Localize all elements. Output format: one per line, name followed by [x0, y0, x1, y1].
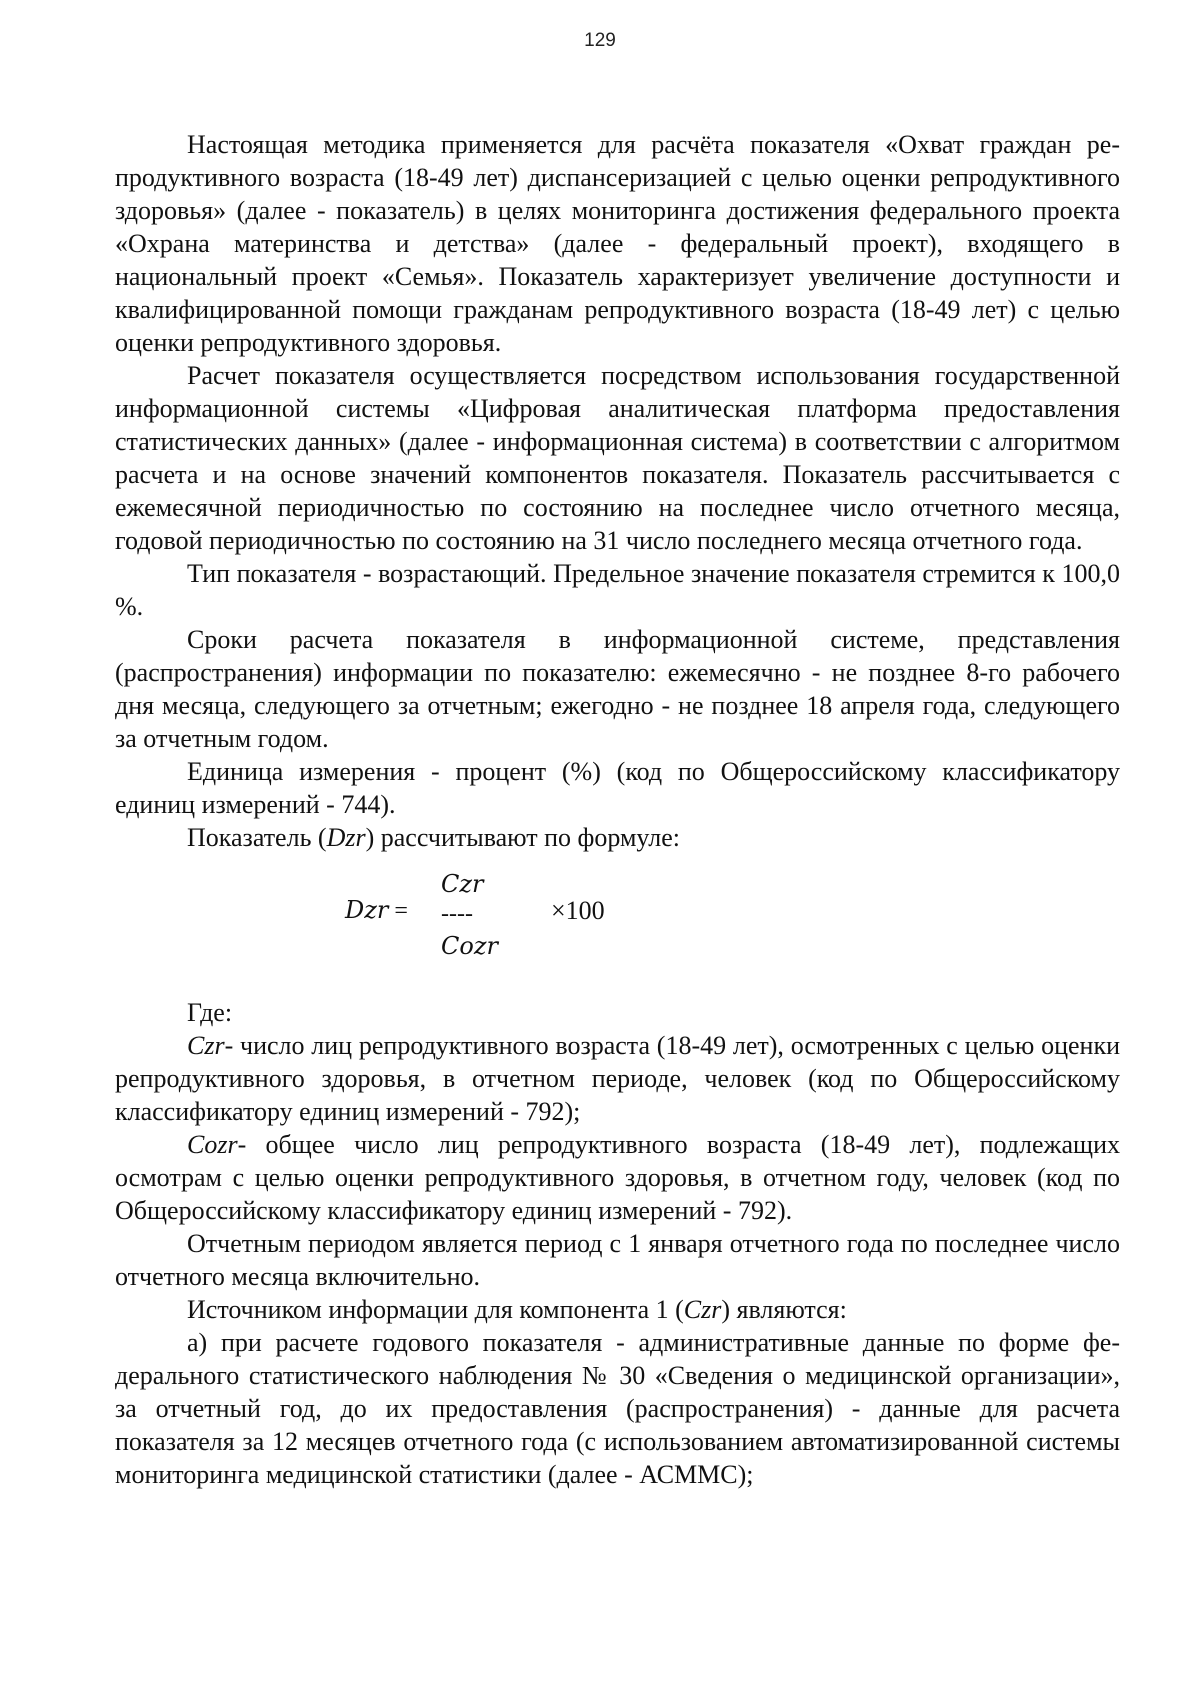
formula-intro-after: ) рассчитывают по формуле:: [365, 823, 681, 852]
paragraph-where: Где:: [187, 998, 233, 1027]
paragraph-methodology-scope: Настоящая методика применяется для расчёта показателя «Охват граждан репродуктивного возраста (18-49 лет) диспансеризацией с целью оценки репродуктивного здоровья» (далее - показатель) в целях мониторинга достижения федерального проекта «Охрана материнства и детства» (далее - федеральный проект), входящего в национальный проект «Семья». Показатель характеризует увеличение доступности и квалифицированной помощи гражданам репродуктивного возраста (18-49 лет) с целью оценки репродуктивного здоровья.: [115, 130, 1120, 357]
formula-intro-variable: Dzr: [326, 823, 366, 852]
source-intro-after: ) являются:: [721, 1295, 847, 1324]
paragraph-source-a: а) при расчете годового показателя - административные данные по форме федерального статистического наблюдения № 30 «Сведения о медицинской организации», за отчетный год, до их предоставления (распространения) - данные для расчета показателя за 12 месяцев отчетного года (с использованием автоматизированной системы мониторинга медицинской статистики (далее - АСММС);: [115, 1328, 1120, 1489]
paragraph-reporting-period: Отчетным периодом является период с 1 января отчетного года по последнее число отчетного месяца включительно.: [115, 1229, 1120, 1291]
formula-numerator: Czr: [441, 870, 484, 898]
source-intro-variable: Czr: [683, 1295, 722, 1324]
definition-czr: [115, 1029, 1120, 1128]
paragraph-indicator-type: Тип показателя - возрастающий. Предельное значение показателя стремится к 100,0 %.: [115, 559, 1120, 621]
formula-equals: =: [394, 898, 408, 924]
paragraph-unit: Единица измерения - процент (%) (код по Общероссийскому классификатору единиц измерений - 744).: [115, 757, 1120, 819]
paragraph-deadlines: Сроки расчета показателя в информационной системе, представления (распространения) информации по показателю: ежемесячно - не позднее 8-го рабочего дня месяца, следующего за отчетным; ежегодно - не позднее 18 апреля года, следующего за отчетным годом.: [115, 625, 1120, 753]
document-body: [115, 128, 1120, 1491]
paragraph-formula-intro: [115, 821, 1120, 854]
definition-cozr-variable: Cozr: [187, 1130, 238, 1159]
paragraph-calculation-system: Расчет показателя осуществляется посредством использования государственной информационной системы «Цифровая аналитическая платформа предоставления статистических данных» (далее - информационная система) в соответствии с алгоритмом расчета и на основе значений компонентов показателя. Показатель рассчитывается с ежемесячной периодичностью по состоянию на последнее число отчетного месяца, годовой периодичностью по состоянию на 31 число последнего месяца отчетного года.: [115, 361, 1120, 555]
formula-denominator: Cozr: [441, 932, 498, 960]
paragraph-source-intro: [115, 1293, 1120, 1326]
formula-intro-before: Показатель (: [187, 823, 327, 852]
formula-lhs: [345, 894, 408, 928]
formula-fraction-bar: ----: [441, 901, 473, 927]
definition-cozr: [115, 1128, 1120, 1227]
formula-multiplier: ×100: [551, 896, 605, 925]
source-intro-before: Источником информации для компонента 1 (: [187, 1295, 684, 1324]
formula: [115, 868, 1120, 980]
definition-czr-variable: Czr: [187, 1031, 225, 1060]
definition-cozr-text: - общее число лиц репродуктивного возраста (18-49 лет), подлежащих осмотрам с целью оценки репродуктивного здоровья, в отчетном году, человек (код по Общероссийскому классификатору единиц измерений - 792).: [115, 1130, 1120, 1225]
page-number: 129: [584, 30, 616, 51]
formula-lhs-variable: Dzr: [345, 896, 389, 924]
definition-czr-text: - число лиц репродуктивного возраста (18-49 лет), осмотренных с целью оценки репродуктивного здоровья, в отчетном периоде, человек (код по Общероссийскому классификатору единиц измерений - 792);: [115, 1031, 1120, 1126]
